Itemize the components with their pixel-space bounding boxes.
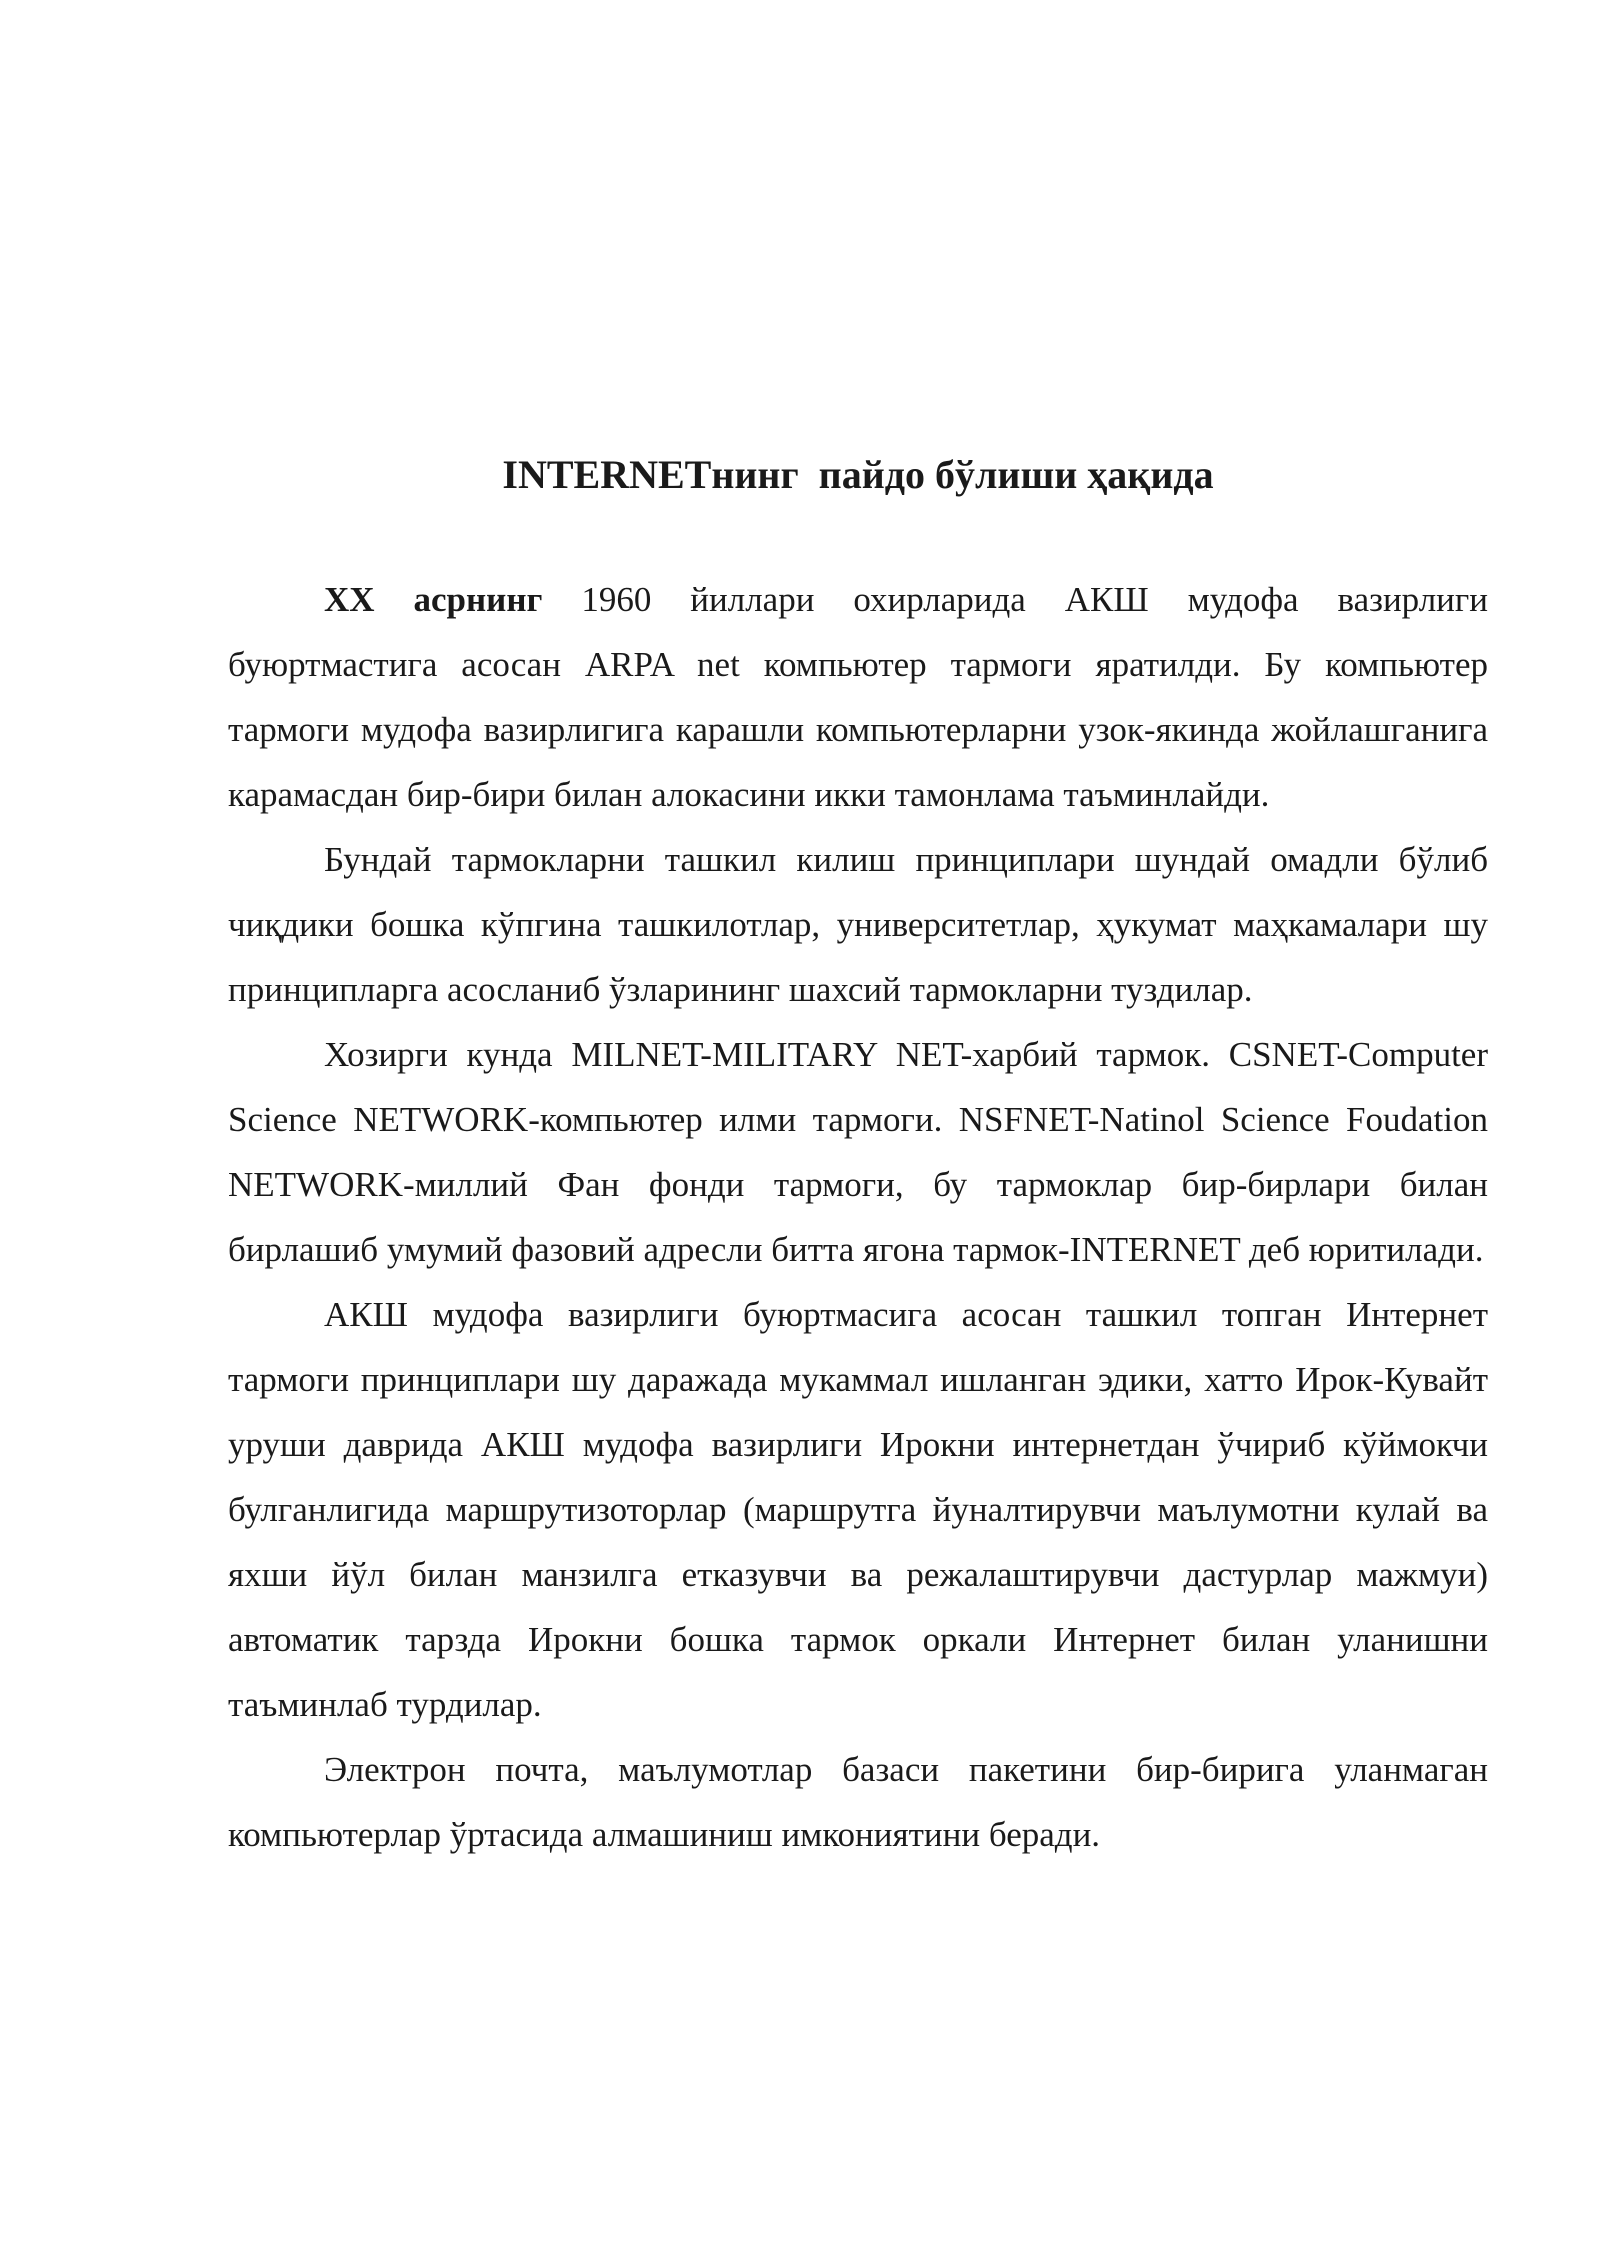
paragraph-2: Бундай тармокларни ташкил килиш принциплари шундай омадли бўлиб чиқдики бошка кўпгина ташкилотлар, университетлар, ҳукумат маҳкамалари шу принципларга асосланиб ўзларининг шахсий тармокларни туздилар. xyxy=(228,840,1488,1009)
paragraph-5: Электрон почта, маълумотлар базаси пакетини бир-бирига уланмаган компьютерлар ўртасида алмашиниш имкониятини беради. xyxy=(228,1750,1488,1854)
paragraph-3: Хозирги кунда MILNET-MILITARY NET-харбий тармок. CSNET-Computer Science NETWORK-компьютер илми тармоги. NSFNET-Natinol Science Foudation NETWORK-миллий Фан фонди тармоги, бу тармоклар бир-бирлари билан бирлашиб умумий фазовий адресли битта ягона тармок-INTERNET деб юритилади. xyxy=(228,1035,1488,1269)
document-title: INTERNETнинг пайдо бўлиши ҳақида xyxy=(502,452,1214,497)
paragraph-1 xyxy=(228,567,1488,827)
paragraph-1-text: 1960 йиллари охирларида АКШ мудофа вазирлиги буюртмастига асосан ARPA net компьютер тармоги яратилди. Бу компьютер тармоги мудофа вазирлигига карашли компьютерларни узок-якинда жойлашганига карамасдан бир-бири билан алокасини икки тамонлама таъминлайди. xyxy=(228,580,1488,814)
document-body xyxy=(228,445,1488,1867)
paragraph-4: АКШ мудофа вазирлиги буюртмасига асосан ташкил топган Интернет тармоги принциплари шу даражада мукаммал ишланган эдики, хатто Ирок-Кувайт уруши даврида АКШ мудофа вазирлиги Ирокни интернетдан ўчириб кўймокчи булганлигида маршрутизоторлар (маршрутга йуналтирувчи маълумотни кулай ва яхши йўл билан манзилга етказувчи ва режалаштирувчи дастурлар мажмуи) автоматик тарзда Ирокни бошка тармок оркали Интернет билан уланишни таъминлаб турдилар. xyxy=(228,1295,1488,1724)
paragraph-1-lead: XX асрнинг xyxy=(324,580,543,619)
